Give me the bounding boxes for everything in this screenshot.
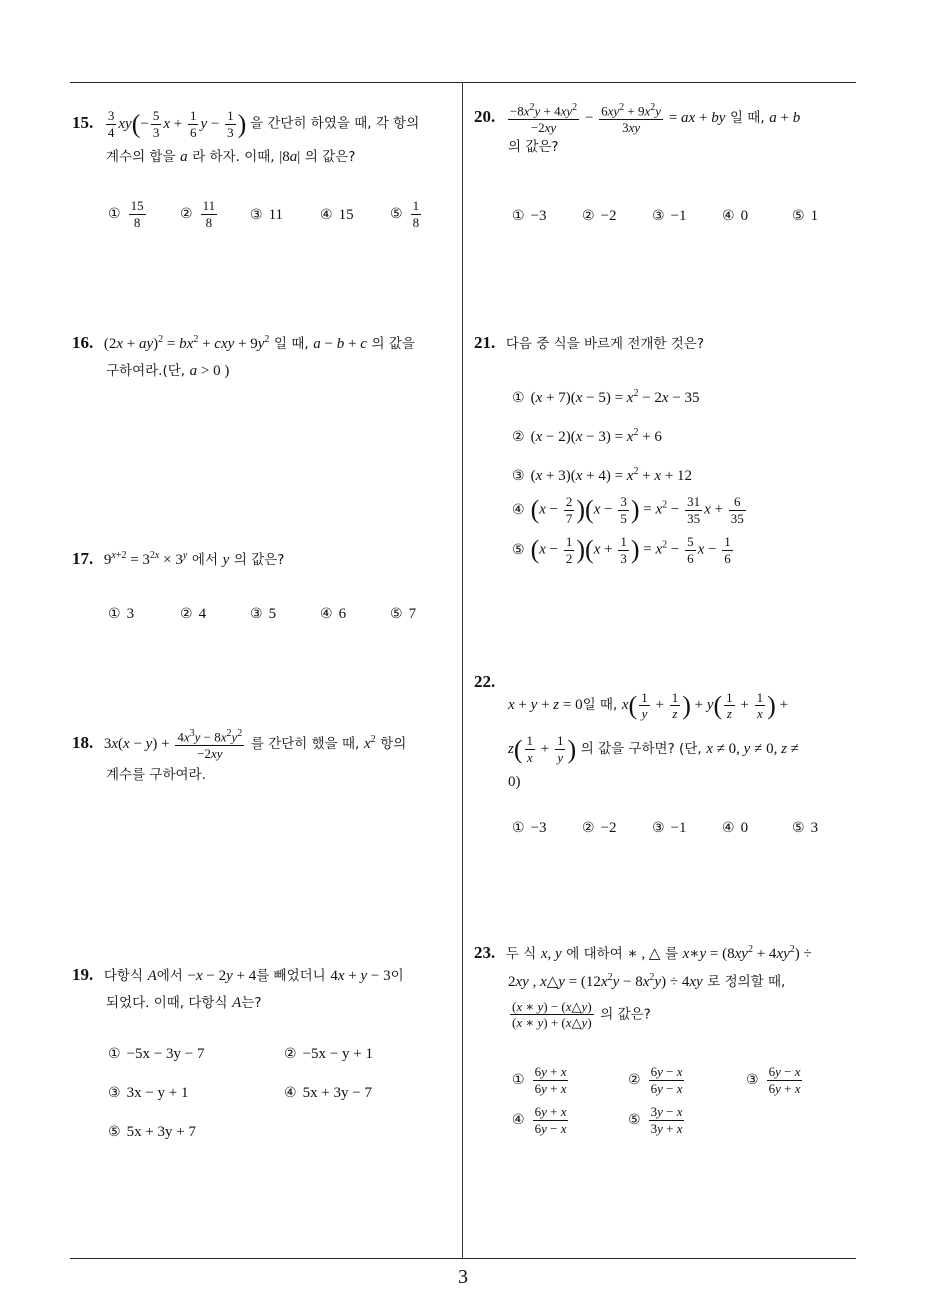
top-rule [70,82,856,83]
question-23: 23. 두 식 x, y 에 대하여 ∗ , △ 를 x∗y = $(8xy^2 + 4xy^2)$ ÷ 2xy , x△y = $(12x^2y - 8x^2y) \div 4xy$ 로 정의할 때, $\frac{(x ∗ y) - (x\triangle y)}{(x ∗ y) + (x\triangle y)}$ 의 값은? [474,943,812,1031]
options-23 [512,1064,852,1148]
question-text: 다항식 [103,968,143,984]
question-17: 17. $9^{x+2} = 3^{2x} \times 3^y$ 에서 y 의 값은? [72,549,285,568]
question-number: 18. [72,733,94,753]
options-22 [512,820,852,844]
option-3[interactable]: ③ $(x + 3)(x + 4) = x^2 + x + 12$ [512,466,693,484]
option-4[interactable]: ④ 5x + 3y − 7 [284,1085,372,1101]
question-number: 20. [474,107,496,127]
question-text: 의 값을 구하면? (단, [580,741,702,758]
option-4[interactable]: ④ (x − $\frac{2}{7}$ )(x − $\frac{3}{5}$ ) = $x^2$ − $\frac{31}{35}$ x + $\frac{6}{35}$ [512,494,744,526]
option-5[interactable]: ⑤ (x − $\frac{1}{2}$ )(x + $\frac{1}{3}$ ) = $x^2$ − $\frac{5}{6}$ x − $\frac{1}{6}$ [512,534,731,566]
question-number: 21. [474,333,496,352]
option-5[interactable]: ⑤ $\frac{1}{8}$ [390,198,420,230]
expression: $\frac{-8x^2y + 4xy^2}{-2xy}$ − $\frac{6xy^2 + 9x^2y}{3xy}$ = ax + by [509,102,726,135]
question-text: 에서 [191,552,218,568]
option-4[interactable]: ④ 6 [320,606,347,622]
option-4[interactable]: ④ 0 [722,208,749,224]
option-2[interactable]: ② 4 [180,606,207,622]
option-3[interactable]: ③ 3x − y + 1 [108,1085,189,1101]
option-2[interactable]: ② $(x - 2)(x - 3) = x^2 + 6$ [512,427,662,445]
question-number: 19. [72,965,94,984]
question-text: 를 간단히 했을 때, [250,736,360,753]
question-number: 23. [474,943,496,962]
option-1[interactable]: ① −3 [512,208,547,224]
option-4[interactable]: ④ 0 [722,820,749,836]
question-text: 를 빼었더니 [256,968,326,984]
option-2[interactable]: ② −5x − y + 1 [284,1046,373,1062]
bottom-rule [70,1258,856,1259]
option-3[interactable]: ③ 11 [250,207,284,223]
question-number: 16. [72,333,94,352]
expression: 3x(x − y) + $\frac{4x^3y - 8x^2y^2}{-2xy}$ [103,728,243,761]
question-text: 계수의 합을 [106,149,176,166]
options-20 [512,208,852,232]
option-2[interactable]: ② $\frac{6y - x}{6y - x}$ [628,1064,683,1096]
expression: $(2x + ay)^2 = bx^2$ + cxy + $9y^2$ [103,334,270,352]
question-text: 의 값은? [233,552,285,568]
question-text: 다음 중 식을 바르게 전개한 것은? [505,336,705,352]
expression: $\frac{3}{4}$ xy(− $\frac{5}{3}$ x + $\frac{1}{6}$ y − $\frac{1}{3}$ ) [107,108,247,140]
option-5[interactable]: ⑤ $\frac{3y - x}{3y + x}$ [628,1104,683,1136]
question-number: 22. [474,672,496,691]
question-text: 는? [241,995,262,1012]
question-text: 에 대하여 [566,946,623,962]
question-text: 되었다. 이때, 다항식 [106,995,228,1012]
question-text: 일 때, [729,110,765,127]
question-text: 두 식 [505,946,537,962]
option-1[interactable]: ① −5x − 3y − 7 [108,1046,205,1062]
option-3[interactable]: ③ −1 [652,820,687,836]
question-text: 을 간단히 하였을 때, 각 항의 [250,115,420,132]
option-1[interactable]: ① 3 [108,606,135,622]
column-divider [462,82,463,1259]
option-1[interactable]: ① $(x + 7)(x - 5) = x^2 - 2x - 35$ [512,388,700,406]
question-15: 15. $\frac{3}{4}$ xy(− $\frac{5}{3}$ x + $\frac{1}{6}$ y − $\frac{1}{3}$ ) 을 간단히 하였을 때, 각 항의 계수의 합을 a 라 하자. 이때, |8a| 의 값은? [72,108,420,166]
question-text: 일 때, [582,697,618,714]
question-text: 라 하자. 이때, [192,149,275,166]
expression: $9^{x+2} = 3^{2x} \times 3^y$ [103,550,188,568]
question-text: 에서 [156,968,183,984]
question-text: 의 값은? [508,138,559,155]
question-18: 18. 3x(x − y) + $\frac{4x^3y - 8x^2y^2}{-2xy}$ 를 간단히 했을 때, $x^2$ 항의 계수를 구하여라. [72,728,407,783]
option-3[interactable]: ③ 5 [250,606,277,622]
question-21 [474,330,864,356]
options-21 [512,388,852,578]
question-text: 구하여라.(단, [106,363,186,380]
question-16: 16. $(2x + ay)^2 = bx^2$ + cxy + $9y^2$ 일 때, a − b + c 의 값을 구하여라.(단, a > 0 ) [72,333,415,380]
question-text: 일 때, [274,336,309,352]
options-19 [108,1046,458,1156]
option-1[interactable]: ① $\frac{6y + x}{6y + x}$ [512,1064,567,1096]
question-text: 의 값은? [600,1006,651,1023]
option-5[interactable]: ⑤ 5x + 3y + 7 [108,1124,196,1140]
question-text: 의 값은? [304,149,356,166]
options-15 [108,198,458,238]
page-number: 3 [458,1266,468,1288]
question-text: 이 [390,968,404,984]
option-2[interactable]: ② −2 [582,820,617,836]
option-2[interactable]: ② −2 [582,208,617,224]
option-4[interactable]: ④ 15 [320,207,354,223]
option-3[interactable]: ③ $\frac{6y - x}{6y + x}$ [746,1064,801,1096]
option-1[interactable]: ① $\frac{15}{8}$ [108,198,144,230]
option-2[interactable]: ② $\frac{11}{8}$ [180,198,216,230]
question-text: 를 [664,946,679,962]
question-22: 22. x + y + z = 0일 때, x( $\frac{1}{y}$ + $\frac{1}{z}$ ) + y( $\frac{1}{z}$ + $\frac{1}{x}$ ) + z( $\frac{1}{x}$ + $\frac{1}{y}$ ) 의 값을 구하면? (단, x ≠ 0, y ≠ 0, z ≠ 0) [474,672,799,791]
question-text: 계수를 구하여라. [106,766,206,783]
question-20: 20. $\frac{-8x^2y + 4xy^2}{-2xy}$ − $\frac{6xy^2 + 9x^2y}{3xy}$ = ax + by 일 때, a + b 의 값은? [474,102,801,155]
option-1[interactable]: ① −3 [512,820,547,836]
question-19: 19. 다항식 A에서 −x − 2y + 4를 빼었더니 4x + y − 3이 되었다. 이때, 다항식 A는? [72,965,404,1012]
question-text: 항의 [380,736,407,753]
option-5[interactable]: ⑤ 7 [390,606,417,622]
question-text: 로 정의할 때, [707,974,786,991]
question-text: 의 값을 [371,336,415,352]
option-4[interactable]: ④ $\frac{6y + x}{6y - x}$ [512,1104,567,1136]
option-5[interactable]: ⑤ 1 [792,208,819,224]
question-number: 15. [72,112,94,132]
options-17 [108,606,458,630]
question-number: 17. [72,549,94,568]
option-5[interactable]: ⑤ 3 [792,820,819,836]
option-3[interactable]: ③ −1 [652,208,687,224]
